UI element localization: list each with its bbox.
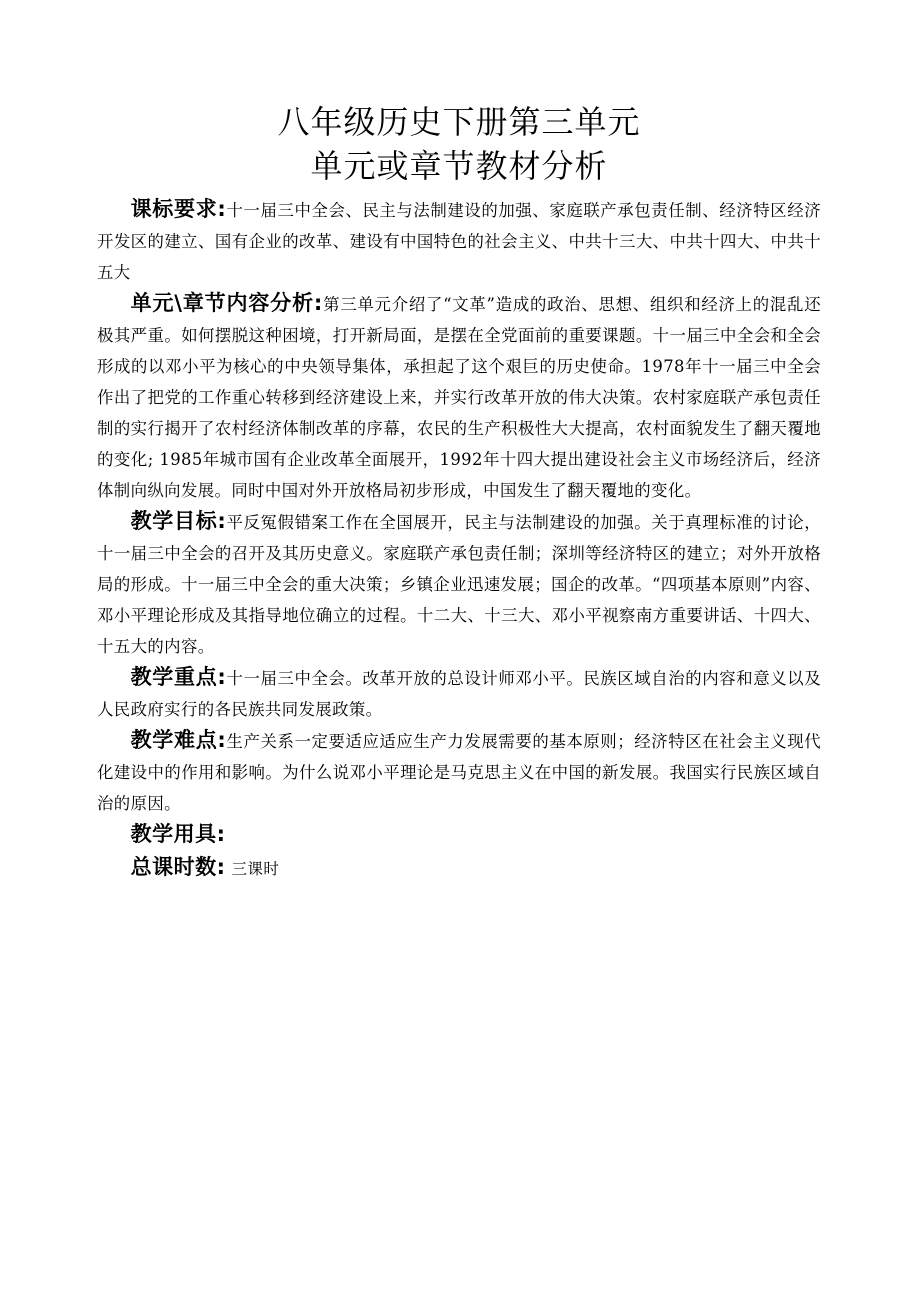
section-label: 教学重点: <box>130 665 227 689</box>
document-sections <box>97 194 821 885</box>
section-text: 平反冤假错案工作在全国展开，民主与法制建设的加强。关于真理标准的讨论，十一届三中全会的召开及其历史意义。家庭联产承包责任制；深圳等经济特区的建立；对外开放格局的形成。十一届三中全会的重大决策；乡镇企业迅速发展；国企的改革。“四项基本原则”内容、邓小平理论形成及其指导地位确立的过程。十二大、十三大、邓小平视察南方重要讲话、十四大、十五大的内容。 <box>97 513 821 656</box>
document-title-line-2: 单元或章节教材分析 <box>310 147 608 185</box>
section-text: 生产关系一定要适应适应生产力发展需要的基本原则；经济特区在社会主义现代化建设中的作用和影响。为什么说邓小平理论是马克思主义在中国的新发展。我国实行民族区域自治的原因。 <box>97 732 821 813</box>
section-total-class-hours <box>97 852 821 885</box>
section-teaching-difficulties <box>97 725 821 819</box>
section-curriculum-requirements <box>97 194 821 288</box>
section-text: 第三单元介绍了“文革”造成的政治、思想、组织和经济上的混乱还极其严重。如何摆脱这种困境，打开新局面，是摆在全党面前的重要课题。十一届三中全会和全会形成的以邓小平为核心的中央领导集体，承担起了这个艰巨的历史使命。1978年十一届三中全会作出了把党的工作重心转移到经济建设上来，并实行改革开放的伟大决策。农村家庭联产承包责任制的实行揭开了农村经济体制改革的序幕，农民的生产积极性大大提高，农村面貌发生了翻天覆地的变化; 1985年城市国有企业改革全面展开，1992年十四大提出建设社会主义市场经济后，经济体制向纵向发展。同时中国对外开放格局初步形成，中国发生了翻天覆地的变化。 <box>97 295 821 500</box>
section-text: 三课时 <box>231 860 280 878</box>
section-text: 十一届三中全会。改革开放的总设计师邓小平。民族区域自治的内容和意义以及人民政府实行的各民族共同发展政策。 <box>97 669 821 719</box>
document-page <box>97 100 821 885</box>
section-content-analysis <box>97 288 821 506</box>
section-label: 教学用具: <box>130 822 226 846</box>
section-label: 总课时数: <box>130 855 226 879</box>
section-teaching-tools <box>97 819 821 852</box>
section-label: 教学难点: <box>130 728 227 752</box>
document-title-line-1: 八年级历史下册第三单元 <box>277 103 641 141</box>
section-teaching-key-points <box>97 662 821 725</box>
section-text: 十一届三中全会、民主与法制建设的加强、家庭联产承包责任制、经济特区经济开发区的建立、国有企业的改革、建设有中国特色的社会主义、中共十三大、中共十四大、中共十五大 <box>97 201 821 282</box>
section-label: 单元\章节内容分析: <box>130 291 323 315</box>
section-label: 教学目标: <box>130 509 227 533</box>
section-teaching-objectives <box>97 506 821 662</box>
section-label: 课标要求: <box>130 197 227 221</box>
